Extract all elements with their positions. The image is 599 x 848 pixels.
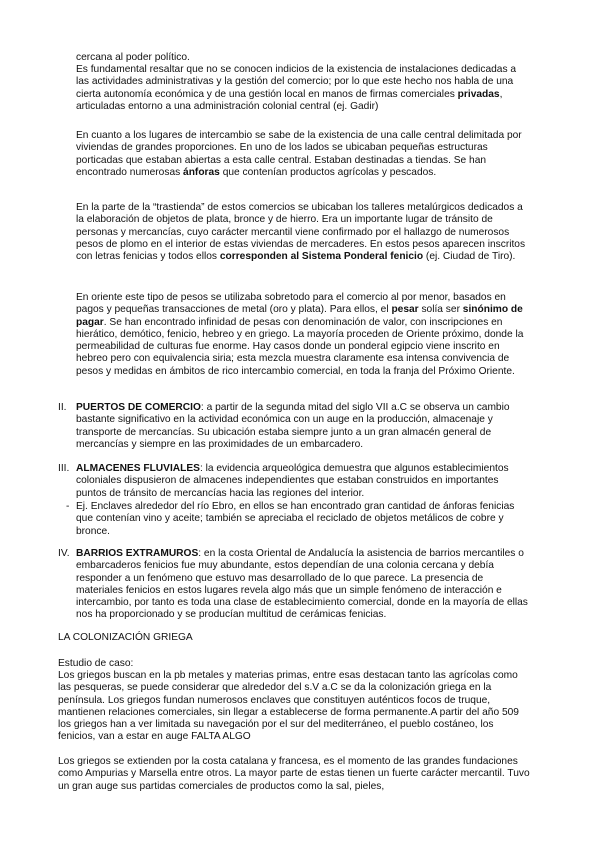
text-run: . Se han encontrado infinidad de pesas con denominación de valor, con inscripciones en hierático, demótico, fenicio, hebreo y en griego. La mayoría proceden de Oriente próximo, donde la permeabilidad de culturas fue enorme. Hay casos donde un ponderal egipcio viene inscrito en hebreo pero con equivalencia siria; esta mezcla muestra claramente esa intensa convivencia de pesos y medidas en ámbitos de rico intercambio comercial, en toda la franja del Próximo Oriente. bbox=[76, 316, 524, 377]
paragraph-weights bbox=[76, 292, 528, 378]
paragraph-workshops bbox=[76, 202, 528, 263]
text-run: En oriente este tipo de pesos se utilizaba sobretodo para el comercio al por menor, basados en pagos y pequeñas transacciones de metal (oro y plata). Para ellos, el bbox=[76, 292, 506, 316]
text-run: (ej. Ciudad de Tiro). bbox=[423, 251, 516, 263]
list-number: IV. bbox=[58, 548, 70, 559]
list-number: III. bbox=[58, 463, 70, 474]
list-item-text bbox=[76, 463, 528, 500]
bold-term: ALMACENES FLUVIALES bbox=[76, 463, 200, 474]
section-heading: LA COLONIZACIÓN GRIEGA bbox=[58, 632, 193, 643]
bold-term: PUERTOS DE COMERCIO bbox=[76, 402, 201, 413]
paragraph-continuation bbox=[76, 52, 528, 64]
text-run: En la parte de la “trastienda” de estos comercios se ubicaban los talleres metalúrgicos dedicados a la elaboración de objetos de plata, bronce y de hierro. Era un importante lugar de tránsito de personas y mercancías, cuyo carácter mercantil viene confirmado por el hallazgo de numerosos pesos de plomo en el interior de estas viviendas de mercaderes. En estos pesos aparecen inscritos con letras fenicias y todos ellos bbox=[76, 202, 526, 263]
text-run: Es fundamental resaltar que no se conocen indicios de la existencia de instalaciones dedicadas a las actividades administrativas y la gestión del comercio; por lo que este hecho nos habla de una cierta autonomía económica y de una gestión local en manos de firmas comerciales bbox=[76, 64, 517, 100]
bold-term: privadas bbox=[457, 88, 500, 100]
bold-term: ánforas bbox=[183, 166, 220, 178]
paragraph-exchange-places bbox=[76, 130, 528, 179]
text-run: solía ser bbox=[418, 304, 463, 316]
paragraph-administration bbox=[76, 64, 528, 113]
bullet-marker: - bbox=[66, 501, 70, 512]
bold-term: sinónimo de pagar bbox=[76, 304, 523, 328]
bold-term: corresponden al Sistema Ponderal fenicio bbox=[219, 251, 424, 263]
list-number: II. bbox=[58, 402, 67, 413]
text-run: En cuanto a los lugares de intercambio se sabe de la existencia de una calle central delimitada por viviendas de grandes proporciones. En uno de los lados se ubicaban pequeñas estructuras porticadas que estaban abiertas a esta calle central. Estaban destinadas a tiendas. Se han encontrado numerosas bbox=[76, 130, 522, 178]
text-run: que contenían productos agrícolas y pescados. bbox=[219, 166, 437, 178]
text-run: cercana al poder político. bbox=[76, 52, 190, 63]
sub-item-text: Ej. Enclaves alrededor del río Ebro, en ellos se han encontrado gran cantidad de ánforas fenicias que contenían vino y aceite; también se apreciaba el reciclado de objetos metálicos de cobre y bronce. bbox=[76, 501, 515, 537]
list-item-text bbox=[76, 548, 528, 622]
case-study-label: Estudio de caso: bbox=[58, 658, 134, 669]
text-run: : en la costa Oriental de Andalucía la asistencia de barrios mercantiles o embarcaderos fenicios fue muy abundante, estos dependían de una colonia cercana y debía responder a un fenómeno que estuvo mas desarrollado de lo que parece. La presencia de materiales fenicios en estos lugares revela algo más que un simple fenómeno de interacción e intercambio, por tanto es toda una clase de establecimiento comercial, donde en la mayoría de ellas nos ha proporcionado y se producían multitud de cerámicas fenicias. bbox=[76, 548, 528, 621]
bold-term: BARRIOS EXTRAMUROS bbox=[76, 548, 199, 559]
text-run: : a partir de la segunda mitad del siglo VII a.C se observa un cambio bastante significativo en la actividad económica con un auge en la producción, almacenaje y transporte de mercancías. Su ubicación estaba siempre junto a un gran almacén general de mercancías y siempre en las proximidades de un embarcadero. bbox=[76, 402, 510, 450]
list-item-text bbox=[76, 402, 528, 451]
text-run: , articuladas entorno a una administración colonial central (ej. Gadir) bbox=[76, 88, 503, 112]
bold-term: pesar bbox=[391, 304, 419, 316]
text-run: : la evidencia arqueológica demuestra que algunos establecimientos coloniales dispusieron de almacenes independientes que estaban construidos en importantes puntos de tránsito de mercancías hacia las regiones del interior. bbox=[76, 463, 509, 499]
paragraph-greek-colonization: Los griegos buscan en la pb metales y materias primas, entre esas destacan tanto las agrícolas como las pesqueras, se puede considerar que alrededor del s.V a.C se da la colonización griega en la península. Los griegos fundan numerosos enclaves que constituyen auténticos focos de truque, mantienen relaciones comerciales, sin llegar a establecerse de forma permanente.A partir del año 509 los griegos han a ver limitada su navegación por el sur del mediterráneo, el pueblo costáneo, los fenicios, van a estar en auge FALTA ALGO bbox=[58, 670, 519, 743]
paragraph-greek-expansion: Los griegos se extienden por la costa catalana y francesa, es el momento de las grandes fundaciones como Ampurias y Marsella entre otros. La mayor parte de estas tienen un fuerte carácter mercantil. Tuvo un gran auge sus partidas comerciales de productos como la sal, pieles, bbox=[58, 756, 530, 792]
